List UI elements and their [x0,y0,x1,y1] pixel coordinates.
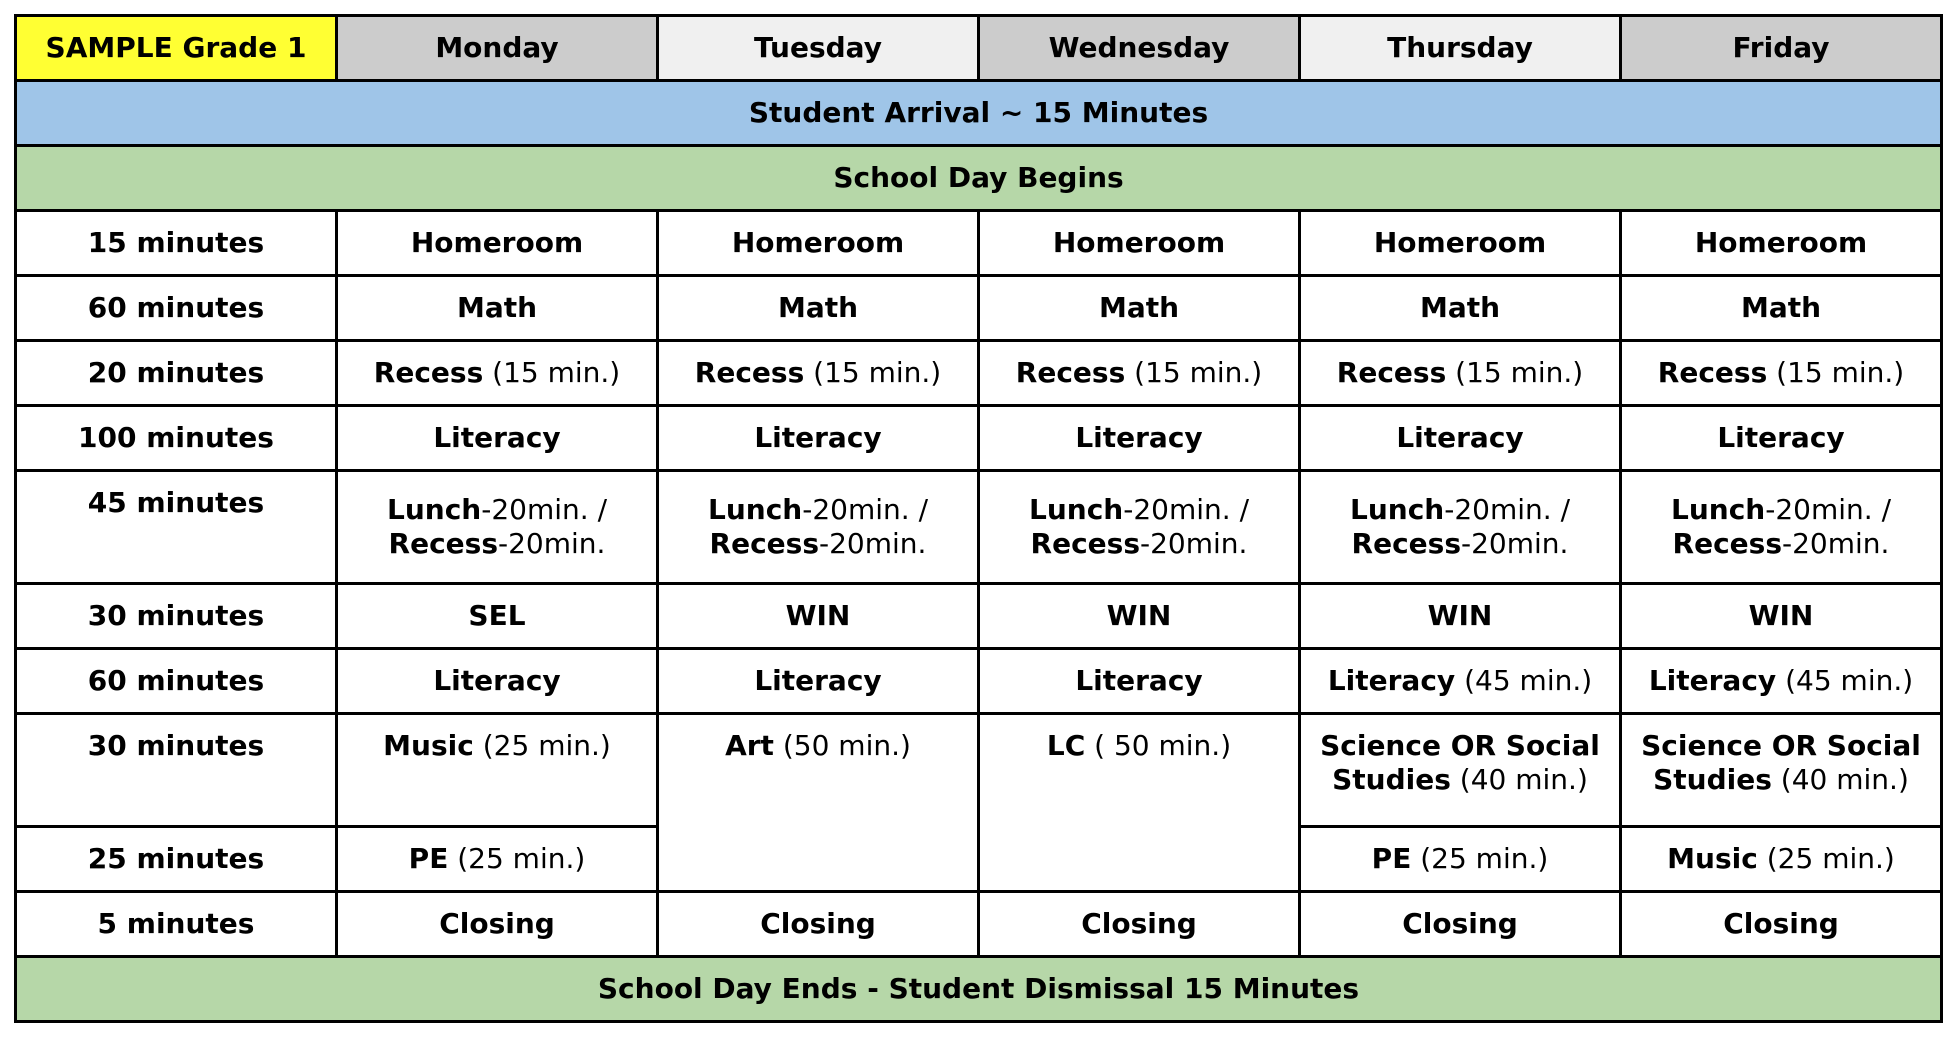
art-tuesday [658,714,979,892]
recess-note: -20min. [1461,527,1569,560]
win-thursday: WIN [1300,584,1621,649]
science-note: (40 min.) [1450,763,1588,796]
homeroom-monday: Homeroom [337,211,658,276]
schedule-table [14,14,1943,1023]
recess-note: (15 min.) [1446,356,1584,389]
homeroom-friday: Homeroom [1621,211,1942,276]
recess-monday [337,341,658,406]
literacy-tuesday: Literacy [658,406,979,471]
literacy2-friday [1621,649,1942,714]
literacy-thursday: Literacy [1300,406,1621,471]
pe-note: (25 min.) [1411,842,1549,875]
begins-banner: School Day Begins [16,146,1942,211]
day-header-thursday: Thursday [1300,16,1621,81]
lc-label: LC [1046,729,1086,762]
lunch-wednesday [979,471,1300,584]
arrival-row [16,81,1942,146]
music-note: (25 min.) [473,729,611,762]
duration-cell: 100 minutes [16,406,337,471]
duration-cell: 15 minutes [16,211,337,276]
win-tuesday: WIN [658,584,979,649]
science-label: Science OR Social [1320,729,1600,762]
science-thursday [1300,714,1621,827]
homeroom-thursday: Homeroom [1300,211,1621,276]
win-wednesday: WIN [979,584,1300,649]
science-label-2: Studies [1332,763,1451,796]
day-header-friday: Friday [1621,16,1942,81]
lunch-note: -20min. / [1444,493,1571,526]
recess-note: (15 min.) [483,356,621,389]
recess-wednesday [979,341,1300,406]
table-row [16,341,1942,406]
lunch-monday [337,471,658,584]
day-header-wednesday: Wednesday [979,16,1300,81]
recess-label: Recess [709,527,820,560]
day-header-tuesday: Tuesday [658,16,979,81]
lunch-note: -20min. / [1123,493,1250,526]
literacy-label: Literacy [1648,664,1777,697]
duration-cell: 30 minutes [16,584,337,649]
math-thursday: Math [1300,276,1621,341]
math-wednesday: Math [979,276,1300,341]
ends-banner: School Day Ends - Student Dismissal 15 Minutes [16,957,1942,1022]
lunch-note: -20min. / [481,493,608,526]
literacy2-monday: Literacy [337,649,658,714]
math-monday: Math [337,276,658,341]
pe-monday [337,827,658,892]
recess-note: -20min. [819,527,927,560]
art-note: (50 min.) [773,729,911,762]
science-note: (40 min.) [1771,763,1909,796]
recess-note: -20min. [1140,527,1248,560]
literacy-friday: Literacy [1621,406,1942,471]
music-label: Music [1667,842,1758,875]
ends-row [16,957,1942,1022]
sel-monday: SEL [337,584,658,649]
literacy-note: (45 min.) [1455,664,1593,697]
lunch-label: Lunch [1670,493,1766,526]
art-label: Art [725,729,774,762]
duration-cell: 25 minutes [16,827,337,892]
music-note: (25 min.) [1757,842,1895,875]
recess-note: (15 min.) [804,356,942,389]
recess-note: (15 min.) [1767,356,1905,389]
table-row [16,649,1942,714]
duration-cell: 45 minutes [16,471,337,584]
music-friday [1621,827,1942,892]
table-row [16,892,1942,957]
recess-label: Recess [1672,527,1783,560]
literacy2-wednesday: Literacy [979,649,1300,714]
duration-cell: 20 minutes [16,341,337,406]
literacy2-thursday [1300,649,1621,714]
lc-wednesday [979,714,1300,892]
recess-label: Recess [388,527,499,560]
literacy-monday: Literacy [337,406,658,471]
music-label: Music [383,729,474,762]
duration-cell: 60 minutes [16,276,337,341]
closing-tuesday: Closing [658,892,979,957]
science-label: Science OR Social [1641,729,1921,762]
literacy-note: (45 min.) [1776,664,1914,697]
recess-label: Recess [373,356,484,389]
pe-note: (25 min.) [448,842,586,875]
recess-label: Recess [1015,356,1126,389]
duration-cell: 60 minutes [16,649,337,714]
recess-note: -20min. [498,527,606,560]
table-row [16,584,1942,649]
grade-label: SAMPLE Grade 1 [16,16,337,81]
closing-monday: Closing [337,892,658,957]
closing-thursday: Closing [1300,892,1621,957]
table-row [16,276,1942,341]
day-header-monday: Monday [337,16,658,81]
begins-row [16,146,1942,211]
lunch-tuesday [658,471,979,584]
table-row [16,714,1942,827]
recess-tuesday [658,341,979,406]
header-row [16,16,1942,81]
lunch-thursday [1300,471,1621,584]
lunch-note: -20min. / [1765,493,1892,526]
lunch-note: -20min. / [802,493,929,526]
lc-note: ( 50 min.) [1085,729,1232,762]
math-tuesday: Math [658,276,979,341]
pe-thursday [1300,827,1621,892]
recess-label: Recess [1030,527,1141,560]
recess-label: Recess [694,356,805,389]
lunch-label: Lunch [1349,493,1445,526]
duration-cell: 30 minutes [16,714,337,827]
science-friday [1621,714,1942,827]
recess-note: (15 min.) [1125,356,1263,389]
literacy2-tuesday: Literacy [658,649,979,714]
science-label-2: Studies [1653,763,1772,796]
lunch-label: Lunch [1028,493,1124,526]
table-row [16,471,1942,584]
table-row [16,211,1942,276]
recess-thursday [1300,341,1621,406]
math-friday: Math [1621,276,1942,341]
arrival-banner: Student Arrival ~ 15 Minutes [16,81,1942,146]
lunch-friday [1621,471,1942,584]
lunch-label: Lunch [386,493,482,526]
recess-label: Recess [1336,356,1447,389]
pe-label: PE [1371,842,1412,875]
recess-label: Recess [1351,527,1462,560]
closing-wednesday: Closing [979,892,1300,957]
literacy-label: Literacy [1327,664,1456,697]
literacy-wednesday: Literacy [979,406,1300,471]
pe-label: PE [408,842,449,875]
lunch-label: Lunch [707,493,803,526]
table-row [16,406,1942,471]
duration-cell: 5 minutes [16,892,337,957]
music-monday [337,714,658,827]
homeroom-tuesday: Homeroom [658,211,979,276]
recess-friday [1621,341,1942,406]
recess-label: Recess [1657,356,1768,389]
recess-note: -20min. [1782,527,1890,560]
closing-friday: Closing [1621,892,1942,957]
homeroom-wednesday: Homeroom [979,211,1300,276]
win-friday: WIN [1621,584,1942,649]
